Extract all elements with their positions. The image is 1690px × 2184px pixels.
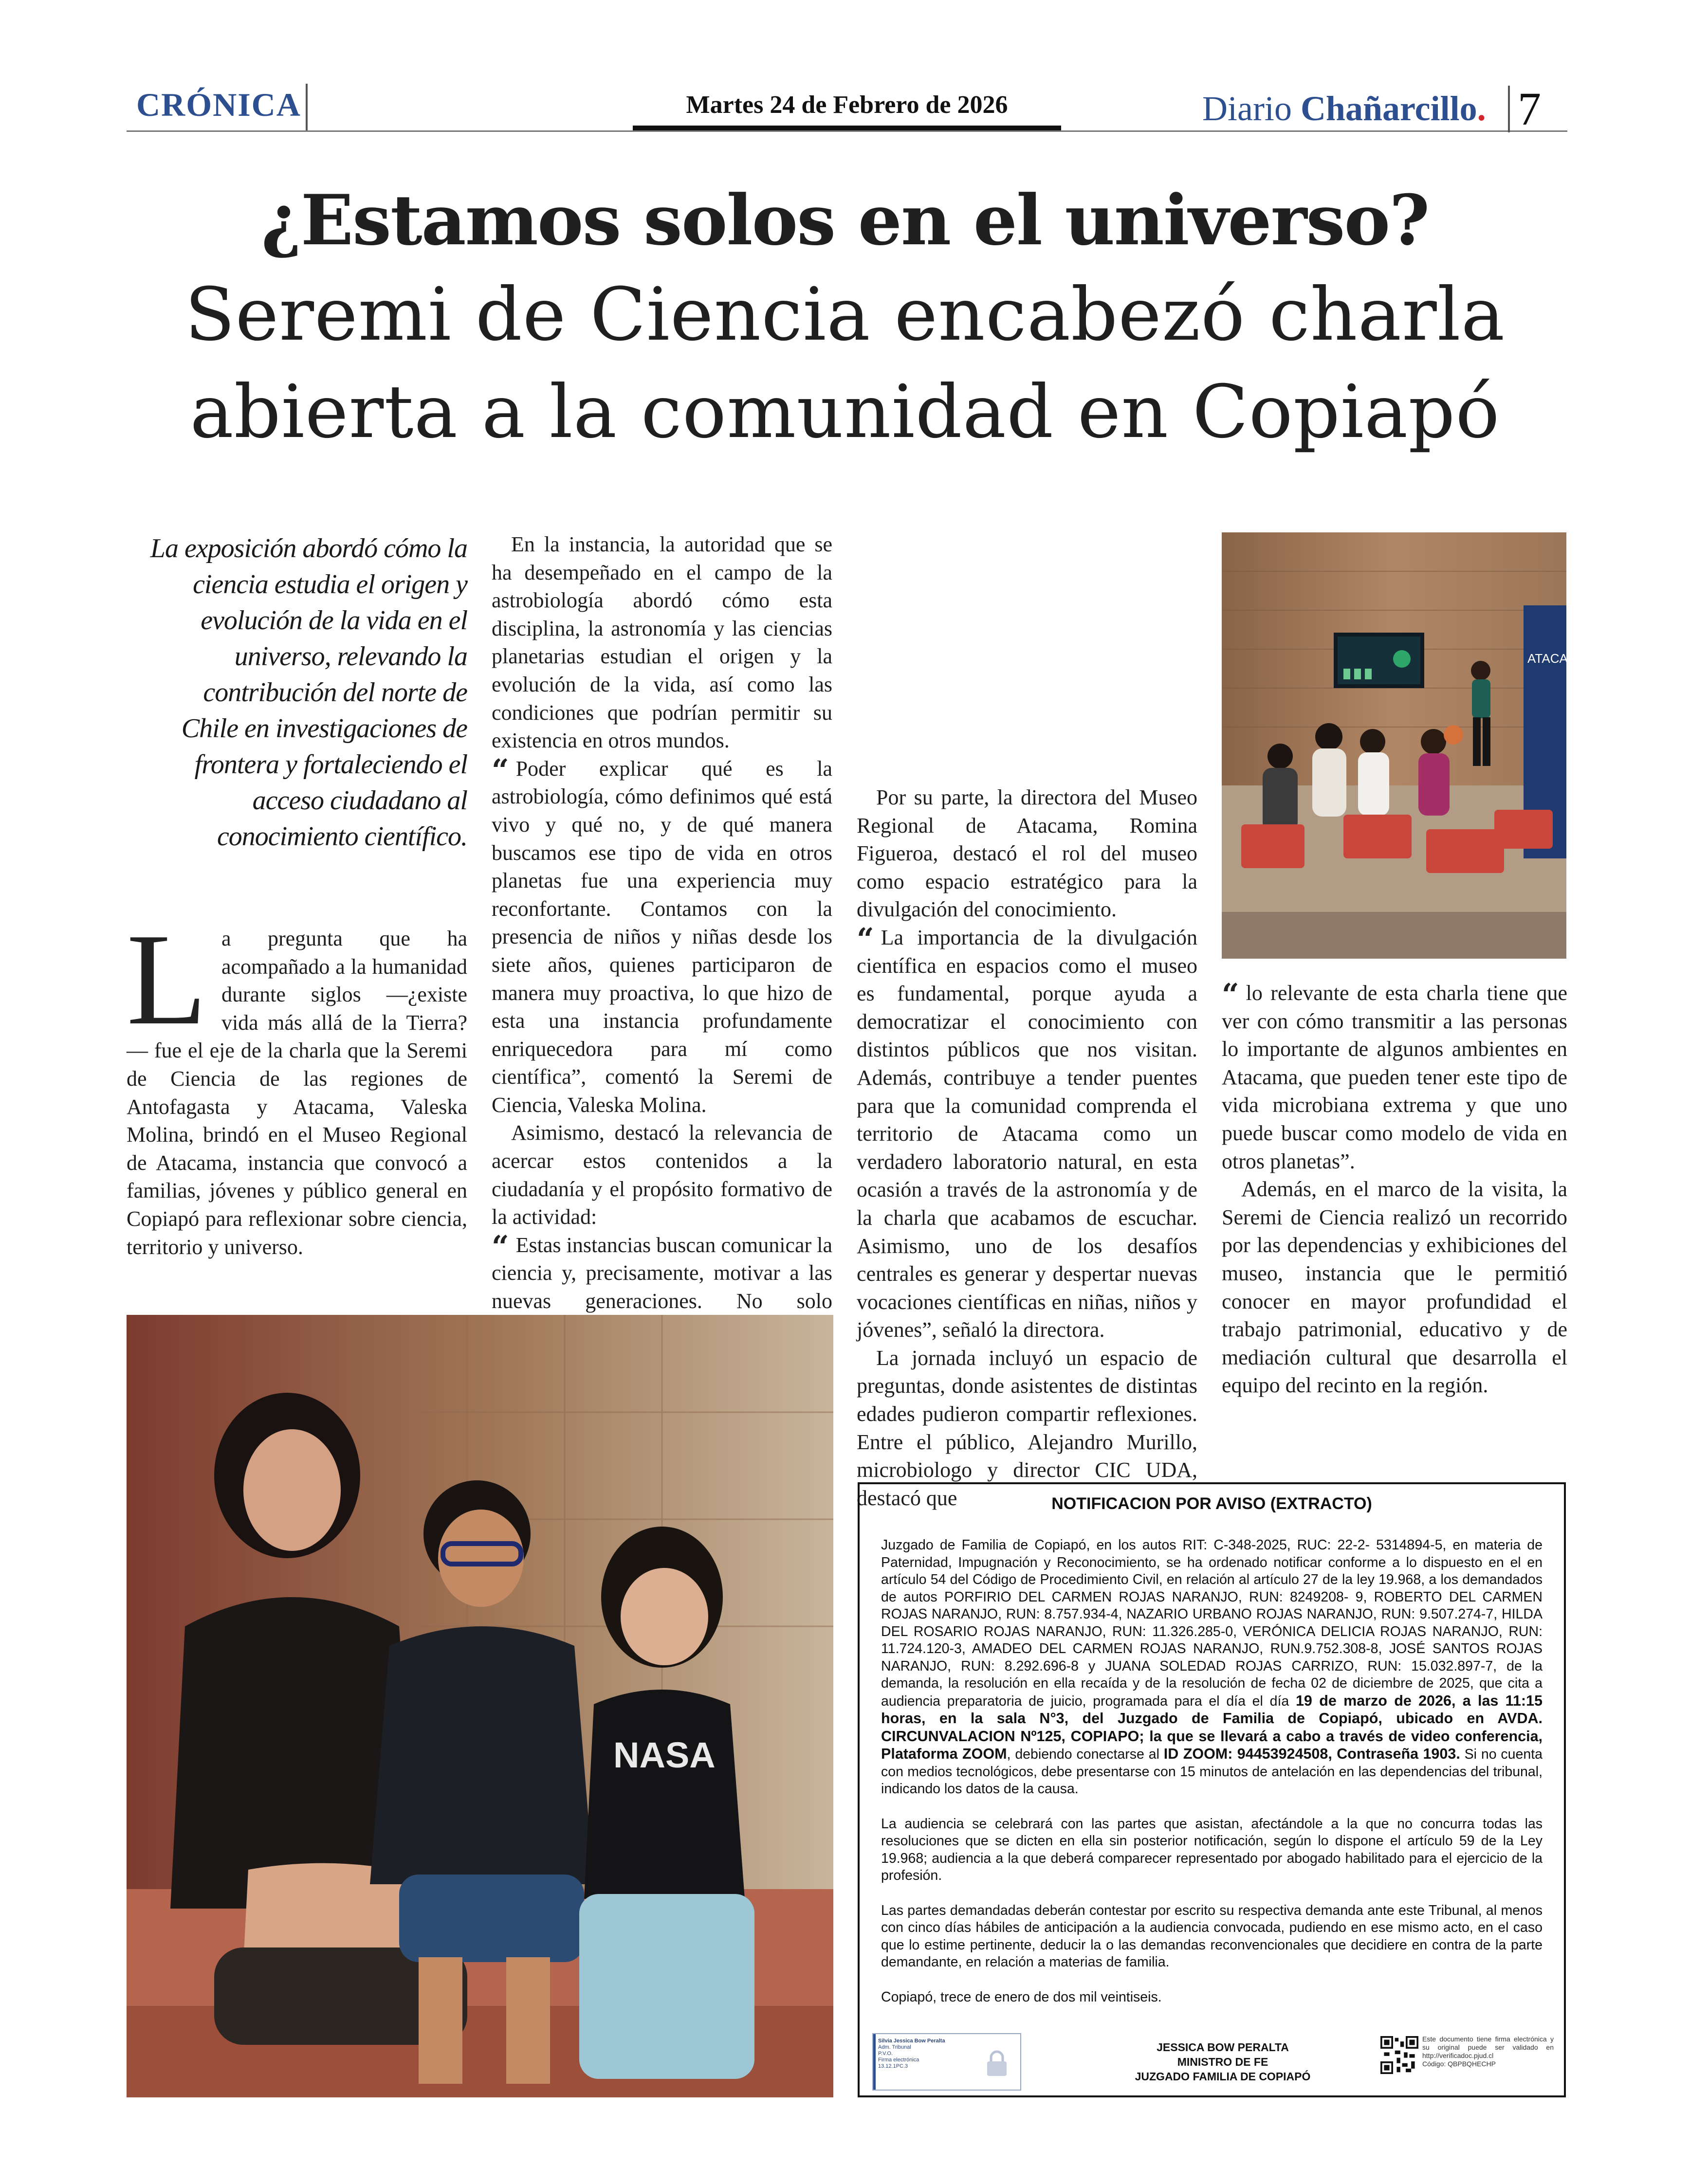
qr-code-icon[interactable] bbox=[1380, 2036, 1418, 2074]
legal-notice-box bbox=[858, 1482, 1566, 2097]
esign-line: Firma electrónica bbox=[878, 2057, 919, 2063]
page-number: 7 bbox=[1518, 83, 1541, 135]
headline-sub-line-1: Seremi de Ciencia encabezó charla bbox=[184, 273, 1506, 357]
quote-text: Estas instancias buscan comunicar la ciencia y, precisamente, motivar a las nuevas generaciones. No solo bbox=[492, 1233, 832, 1313]
article-lead: La exposición abordó cómo la ciencia estudia el origen y evolución de la vida en el universo, relevando la contribución del norte de Chile en investigaciones de frontera y fortaleciendo el acceso ciudadano al conocimiento científico. bbox=[150, 533, 467, 852]
shirt-print: NASA bbox=[613, 1735, 716, 1775]
notice-title: NOTIFICACION POR AVISO (EXTRACTO) bbox=[1051, 1494, 1372, 1513]
quote-text: lo relevante de esta charla tiene que ver con cómo transmitir a las personas lo importante de algunos ambientes en Atacama, que pueden tener este tipo de vida microbiana extrema y que uno puede buscar como modelo de vida en otros planetas”. bbox=[1222, 981, 1567, 1173]
electronic-signature-stamp bbox=[872, 2033, 1021, 2091]
article-column-4 bbox=[1222, 979, 1567, 1400]
signer-role: MINISTRO DE FE bbox=[1177, 2056, 1268, 2068]
quote-text: La importancia de la divulgación científica en espacios como el museo es fundamental, porque ayuda a democratizar el conocimiento con distintos públicos que nos visitan. Además, contribuye a tender puentes para que la comunidad comprenda el territorio de Atacama como un verdadero laboratorio natural, en esta ocasión a través de la astronomía y de la charla que acabamos de escuchar. Asimismo, uno de los desafíos centrales es generar y despertar nuevas vocaciones científicas en niñas, niños y jóvenes”, señaló la directora. bbox=[857, 925, 1197, 1342]
quote-text: Poder explicar qué es la astrobiología, cómo definimos qué está vivo y qué no, y de qué manera buscamos ese tipo de vida en otros planetas fue una experiencia muy reconfortante. Contamos con la presencia de niños y niñas desde los siete años, quienes participaron de manera muy proactiva, lo que hizo de esta una instancia profundamente enriquecedora para mí como científica”, comentó la Seremi de Ciencia, Valeska Molina. bbox=[492, 756, 832, 1117]
verification-note bbox=[1422, 2035, 1554, 2068]
lock-icon bbox=[984, 2049, 1010, 2078]
quote-molina-1 bbox=[492, 752, 832, 1119]
photo-family bbox=[127, 1315, 833, 2097]
notice-text: Juzgado de Familia de Copiapó, en los autos RIT: C-348-2025, RUC: 22-2- 5314894-5, en materia de Paternidad, Impugnación y Reconocimiento, se ha ordenado notificar conforme a lo dispuesto en el en artículo 54 del Código de Procedimiento Civil, en relación al artículo 27 de la ley 19.968, a los demandados de autos PORFIRIO DEL CARMEN ROJAS NARANJO, RUN: 8249208- 9, ROBERTO DEL CARMEN ROJAS NARANJO, RUN: 8.757.934-4, NAZARIO URBANO ROJAS NARANJO, RUN: 9.507.274-7, HILDA DEL ROSARIO ROJAS NARANJO, RUN: 11.326.285-0, VERÓNICA DELICIA ROJAS NARANJO, RUN: 11.724.120-3, AMADEO DEL CARMEN ROJAS NARANJO, RUN.9.752.308-8, JOSÉ SANTOS ROJAS NARANJO, RUN: 8.292.696-8 y JUANA SOLEDAD ROJAS CARRIZO, RUN: 15.032.897-7, de la demanda, la resolución en ella recaída y de la resolución de fecha 02 de diciembre de 2025, que cita a audiencia preparatoria de juicio, programada para el día el día bbox=[881, 1537, 1543, 1709]
header-rule bbox=[127, 130, 1567, 132]
notice-paragraph-2: La audiencia se celebrará con las partes que asistan, afectándole a la que no concurra todas las resoluciones que se dicten en ella sin posterior notificación, según lo dispone el artículo 59 de la Ley 19.968; audiencia a la que deberá comparecer representado por abogado habilitado para el ejercicio de la profesión. bbox=[881, 1816, 1543, 1883]
section-name: CRÓNICA bbox=[136, 86, 301, 123]
brand-dot: . bbox=[1477, 89, 1486, 128]
quote-mark-icon: “ bbox=[1222, 977, 1239, 1012]
verification-code: Código: QBPBQHECHP bbox=[1422, 2060, 1496, 2068]
notice-text: , debiendo conectarse al bbox=[1007, 1747, 1164, 1762]
signer-name: JESSICA BOW PERALTA bbox=[1157, 2041, 1289, 2054]
article-column-1 bbox=[127, 907, 467, 1261]
verification-text: Este documento tiene firma electrónica y su original puede ser validado en http://verificadoc.pjud.cl bbox=[1422, 2035, 1554, 2059]
headline-sub-line-2: abierta a la comunidad en Copiapó bbox=[190, 370, 1500, 455]
notice-paragraph-3: Las partes demandadas deberán contestar por escrito su respectiva demanda ante este Tribunal, al menos con cinco días hábiles de anticipación a la audiencia convocada, pudiendo en ese mismo acto, en el caso que lo estime pertinente, deducir la o las demandas reconvencionales que decidiere en contra de la parte demandante, en relación a materias de familia. bbox=[881, 1902, 1543, 1970]
notice-hearing-details: 19 de marzo de 2026, a las 11:15 horas, en la sala N°3, del Juzgado de Familia de Copiapó, ubicado en AVDA. CIRCUNVALACION Nº125, COPIAPO; la que se llevará a cabo a través de video conferencia, Plataforma ZOOM bbox=[881, 1692, 1543, 1762]
paragraph-intro: a pregunta que ha acompañado a la humanidad durante siglos —¿existe vida más allá de la Tierra?— fue el eje de la charla que la Seremi de Ciencia de las regiones de Antofagasta y Atacama, Valeska Molina, brindó en el Museo Regional de Atacama, instancia que convocó a familias, jóvenes y público general en Copiapó para reflexionar sobre ciencia, territorio y universo. bbox=[127, 927, 467, 1259]
headline-question: ¿Estamos solos en el universo? bbox=[261, 180, 1429, 261]
quote-murillo bbox=[1222, 979, 1567, 1175]
notice-paragraph-1 bbox=[881, 1537, 1543, 1798]
header-separator bbox=[306, 84, 308, 130]
issue-date: Martes 24 de Febrero de 2026 bbox=[686, 91, 1008, 119]
article-column-3 bbox=[857, 530, 1197, 1510]
photo-talk-audience bbox=[1222, 532, 1566, 959]
quote-mark-icon: “ bbox=[492, 752, 509, 788]
notice-text: Si no cuenta con medios tecnológicos, debe presentarse con 15 minutos de antelación en las dependencias del tribunal, indicando los datos de la causa. bbox=[881, 1747, 1543, 1797]
signer-court: JUZGADO FAMILIA DE COPIAPÓ bbox=[1135, 2070, 1311, 2083]
brand-name-part1: Diario bbox=[1202, 89, 1301, 128]
quote-mark-icon: “ bbox=[492, 1228, 509, 1264]
esign-line: 13.12.1PC.3 bbox=[878, 2063, 908, 2069]
header-separator-right bbox=[1508, 86, 1510, 132]
banner-text: ATACA bbox=[1527, 651, 1568, 666]
paragraph-director: Por su parte, la directora del Museo Regional de Atacama, Romina Figueroa, destacó el rol del museo como espacio estratégico para la divulgación del conocimiento. bbox=[857, 785, 1197, 922]
esign-line: Adm. Tribunal bbox=[878, 2044, 911, 2050]
paragraph-relevance: Asimismo, destacó la relevancia de acercar estos contenidos a la ciudadanía y el propósito formativo de la actividad: bbox=[492, 1121, 832, 1229]
newspaper-brand bbox=[1202, 89, 1486, 129]
paragraph-astrobiology: En la instancia, la autoridad que se ha desempeñado en el campo de la astrobiología abordó cómo esta disciplina, la astronomía y las ciencias planetarias estudian el origen y la evolución de la vida, así como las condiciones que podrían permitir su existencia en otros mundos. bbox=[492, 532, 832, 753]
esign-line: Silvia Jessica Bow Peralta bbox=[878, 2038, 945, 2044]
quote-mark-icon: “ bbox=[857, 921, 874, 957]
photo-talk-illustration bbox=[1222, 532, 1566, 959]
stamp-bar bbox=[873, 2034, 876, 2090]
speaker bbox=[1471, 661, 1490, 766]
esign-line: P.V.O. bbox=[878, 2051, 893, 2057]
notice-zoom-credentials: ID ZOOM: 94453924508, Contraseña 1903. bbox=[1163, 1746, 1460, 1762]
signer-block bbox=[1125, 2040, 1320, 2084]
signature-row bbox=[872, 2033, 1554, 2092]
photo-family-illustration bbox=[127, 1315, 833, 2097]
notice-date-line: Copiapó, trece de enero de dos mil veintiseis. bbox=[881, 1989, 1162, 2005]
drop-cap: L bbox=[127, 907, 207, 1052]
brand-name-part2: Chañarcillo bbox=[1300, 89, 1477, 128]
quote-director bbox=[857, 921, 1197, 1344]
paragraph-questions: La jornada incluyó un espacio de preguntas, donde asistentes de distintas edades pudieron compartir reflexiones. Entre el público, Alejandro Murillo, microbiologo y director CIC UDA, destacó que bbox=[857, 1346, 1197, 1510]
paragraph-visit: Además, en el marco de la visita, la Seremi de Ciencia realizó un recorrido por las dependencias y exhibiciones del museo, instancia que le permitió conocer en mayor profundidad el trabajo patrimonial, educativo y de mediación cultural que desarrolla el equipo del recinto en la región. bbox=[1222, 1177, 1567, 1398]
